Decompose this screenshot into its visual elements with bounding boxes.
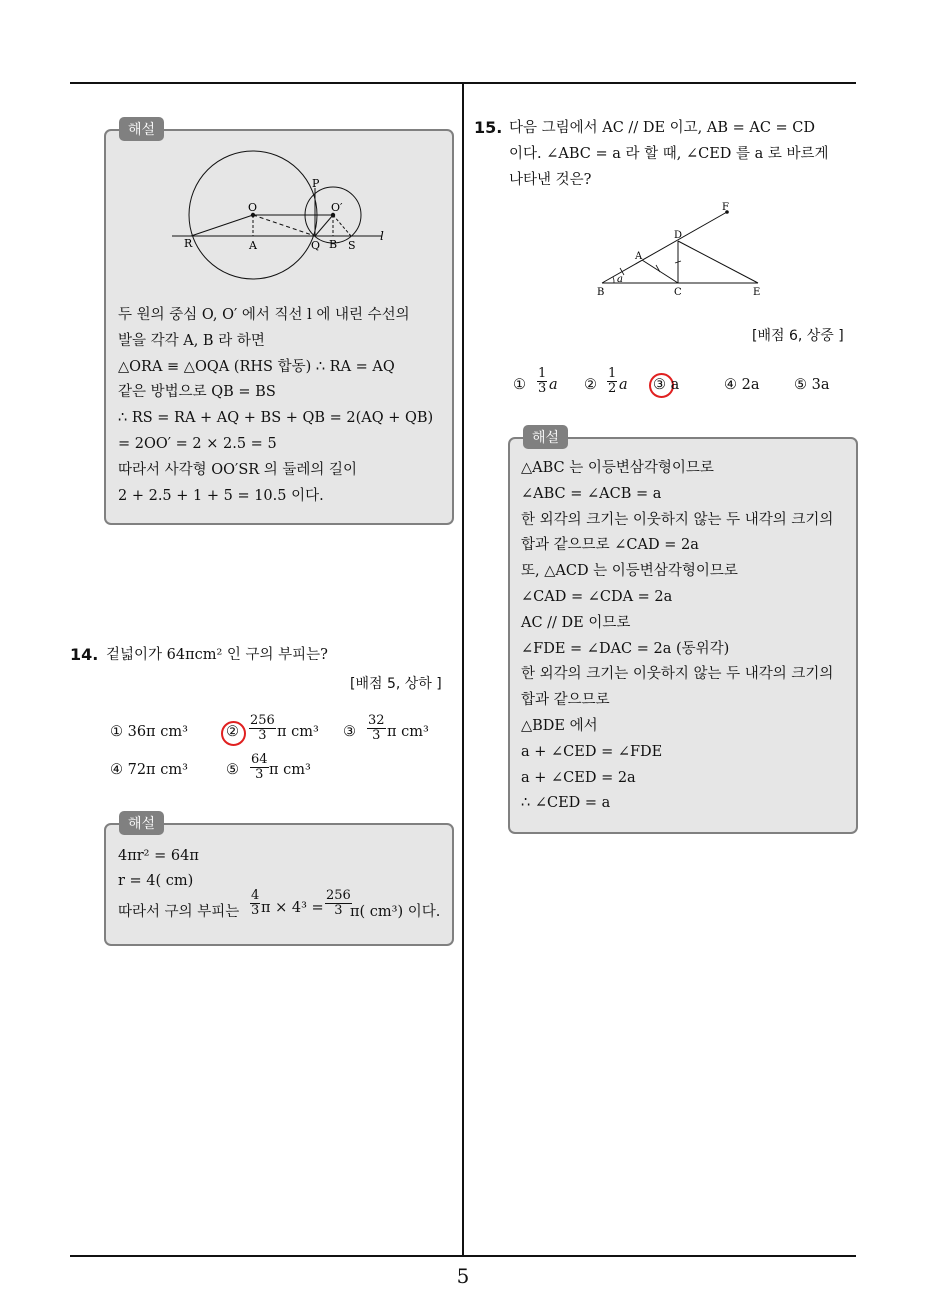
choice-15-2-marker[interactable]: ② (584, 377, 597, 393)
label-O: O (248, 201, 258, 214)
solution-14-line-3-end: π( cm³) 이다. (350, 904, 441, 920)
solution-tag-14: 해설 (119, 811, 164, 835)
solution-14-line-3-start: 따라서 구의 부피는 (118, 904, 240, 920)
solution-15-line: AC // DE 이므로 (521, 614, 631, 631)
solution-15-line: ∠FDE = ∠DAC = 2a (동위각) (521, 640, 730, 657)
solution-tag-15: 해설 (523, 425, 568, 449)
solution-15-text (521, 456, 833, 817)
choice-14-3-fraction: $\frac{32}{3}$ (368, 713, 385, 743)
label-D: D (674, 230, 683, 241)
column-divider (462, 83, 464, 1256)
question-number-14: 14. (70, 645, 99, 664)
points-15: [배점 6, 상중 ] (752, 328, 844, 344)
solution-14-line-1: 4πr² = 64π (118, 848, 199, 864)
choice-14-2-fraction: $\frac{256}{3}$ (250, 713, 275, 743)
solution-13-line: 발을 각각 A, B 라 하면 (118, 332, 265, 349)
label-angle-a: a (617, 274, 623, 285)
question-15-line: 이다. ∠ABC = a 라 할 때, ∠CED 를 a 로 바르게 (509, 146, 829, 162)
solution-15-line: 한 외각의 크기는 이웃하지 않는 두 내각의 크기의 (521, 511, 834, 528)
solution-14-line-3-middle: π × 4³ = (261, 900, 324, 916)
solution-13-line: △ORA ≡ △OQA (RHS 합동) ∴ RA = AQ (118, 358, 395, 375)
solution-13-line: 따라서 사각형 OO′SR 의 둘레의 길이 (118, 461, 358, 478)
solution-13-line: = 2OO′ = 2 × 2.5 = 5 (118, 435, 277, 452)
choice-15-5[interactable]: ⑤ 3a (794, 377, 830, 393)
choice-15-1-marker[interactable]: ① (513, 377, 526, 393)
choice-14-5-fraction: $\frac{64}{3}$ (251, 752, 268, 782)
choice-14-3-unit: π cm³ (387, 724, 429, 740)
solution-13-line: 같은 방법으로 QB = BS (118, 384, 276, 401)
label-A: A (249, 239, 257, 252)
label-R: R (184, 237, 193, 250)
solution-15-line: △ABC 는 이등변삼각형이므로 (521, 460, 714, 476)
choice-15-3[interactable]: ③ a (653, 377, 680, 393)
solution-tag-13: 해설 (119, 117, 164, 141)
label-A: A (635, 251, 643, 262)
triangle-diagram (590, 200, 770, 300)
label-B: B (597, 287, 605, 298)
solution-15-line: ∠ABC = ∠ACB = a (521, 485, 662, 502)
solution-13-line: ∴ RS = RA + AQ + BS + QB = 2(AQ + QB) (118, 410, 434, 427)
solution-15-line: 합과 같으므로 (521, 692, 610, 709)
choice-14-3-marker[interactable]: ③ (343, 724, 356, 740)
label-Q: Q (311, 239, 321, 252)
label-B: B (329, 238, 338, 251)
choice-15-2-fraction: $\frac{1}{2}$ (608, 366, 617, 396)
question-15-text (509, 115, 829, 193)
points-14: [배점 5, 상하 ] (350, 676, 442, 692)
choice-15-2-var: a (619, 377, 628, 393)
question-number-15: 15. (474, 118, 503, 137)
solution-14-line-2: r = 4( cm) (118, 873, 194, 889)
solution-15-line: a + ∠CED = 2a (521, 769, 636, 786)
label-F: F (722, 202, 729, 213)
choice-15-1-fraction: $\frac{1}{3}$ (538, 366, 547, 396)
label-l: l (380, 229, 384, 243)
solution-14-fraction-2: $\frac{256}{3}$ (326, 888, 351, 918)
label-E: E (753, 287, 761, 298)
solution-15-line: ∠CAD = ∠CDA = 2a (521, 588, 673, 605)
solution-15-line: △BDE 에서 (521, 717, 598, 734)
question-15-line: 나타낸 것은? (509, 172, 592, 188)
solution-13-text (118, 303, 433, 509)
solution-15-line: ∴ ∠CED = a (521, 795, 611, 812)
question-14-text: 겉넓이가 64πcm² 인 구의 부피는? (106, 647, 328, 663)
solution-15-line: 합과 같으므로 ∠CAD = 2a (521, 537, 699, 554)
choice-15-4[interactable]: ④ 2a (724, 377, 760, 393)
page-number: 5 (456, 1264, 470, 1288)
question-15-line: 다음 그림에서 AC // DE 이고, AB = AC = CD (509, 120, 816, 136)
solution-15-line: 한 외각의 크기는 이웃하지 않는 두 내각의 크기의 (521, 666, 834, 683)
solution-13-line: 두 원의 중심 O, O′ 에서 직선 l 에 내린 수선의 (118, 307, 410, 323)
bottom-rule (70, 1255, 856, 1257)
choice-14-1[interactable]: ① 36π cm³ (110, 724, 188, 740)
circles-diagram (160, 148, 400, 288)
choice-15-1-var: a (549, 377, 558, 393)
choice-14-5-unit: π cm³ (269, 762, 311, 778)
label-S: S (348, 239, 356, 252)
choice-14-2-marker[interactable]: ② (226, 724, 239, 740)
solution-14-fraction-1: $\frac{4}{3}$ (251, 888, 260, 918)
choice-14-5-marker[interactable]: ⑤ (226, 762, 239, 778)
solution-15-line: 또, △ACD 는 이등변삼각형이므로 (521, 563, 738, 580)
label-C: C (674, 287, 682, 298)
label-O-prime: O′ (331, 201, 343, 214)
choice-14-2-unit: π cm³ (277, 724, 319, 740)
label-P: P (312, 177, 320, 190)
solution-15-line: a + ∠CED = ∠FDE (521, 743, 663, 760)
solution-13-line: 2 + 2.5 + 1 + 5 = 10.5 이다. (118, 487, 324, 504)
choice-14-4[interactable]: ④ 72π cm³ (110, 762, 188, 778)
